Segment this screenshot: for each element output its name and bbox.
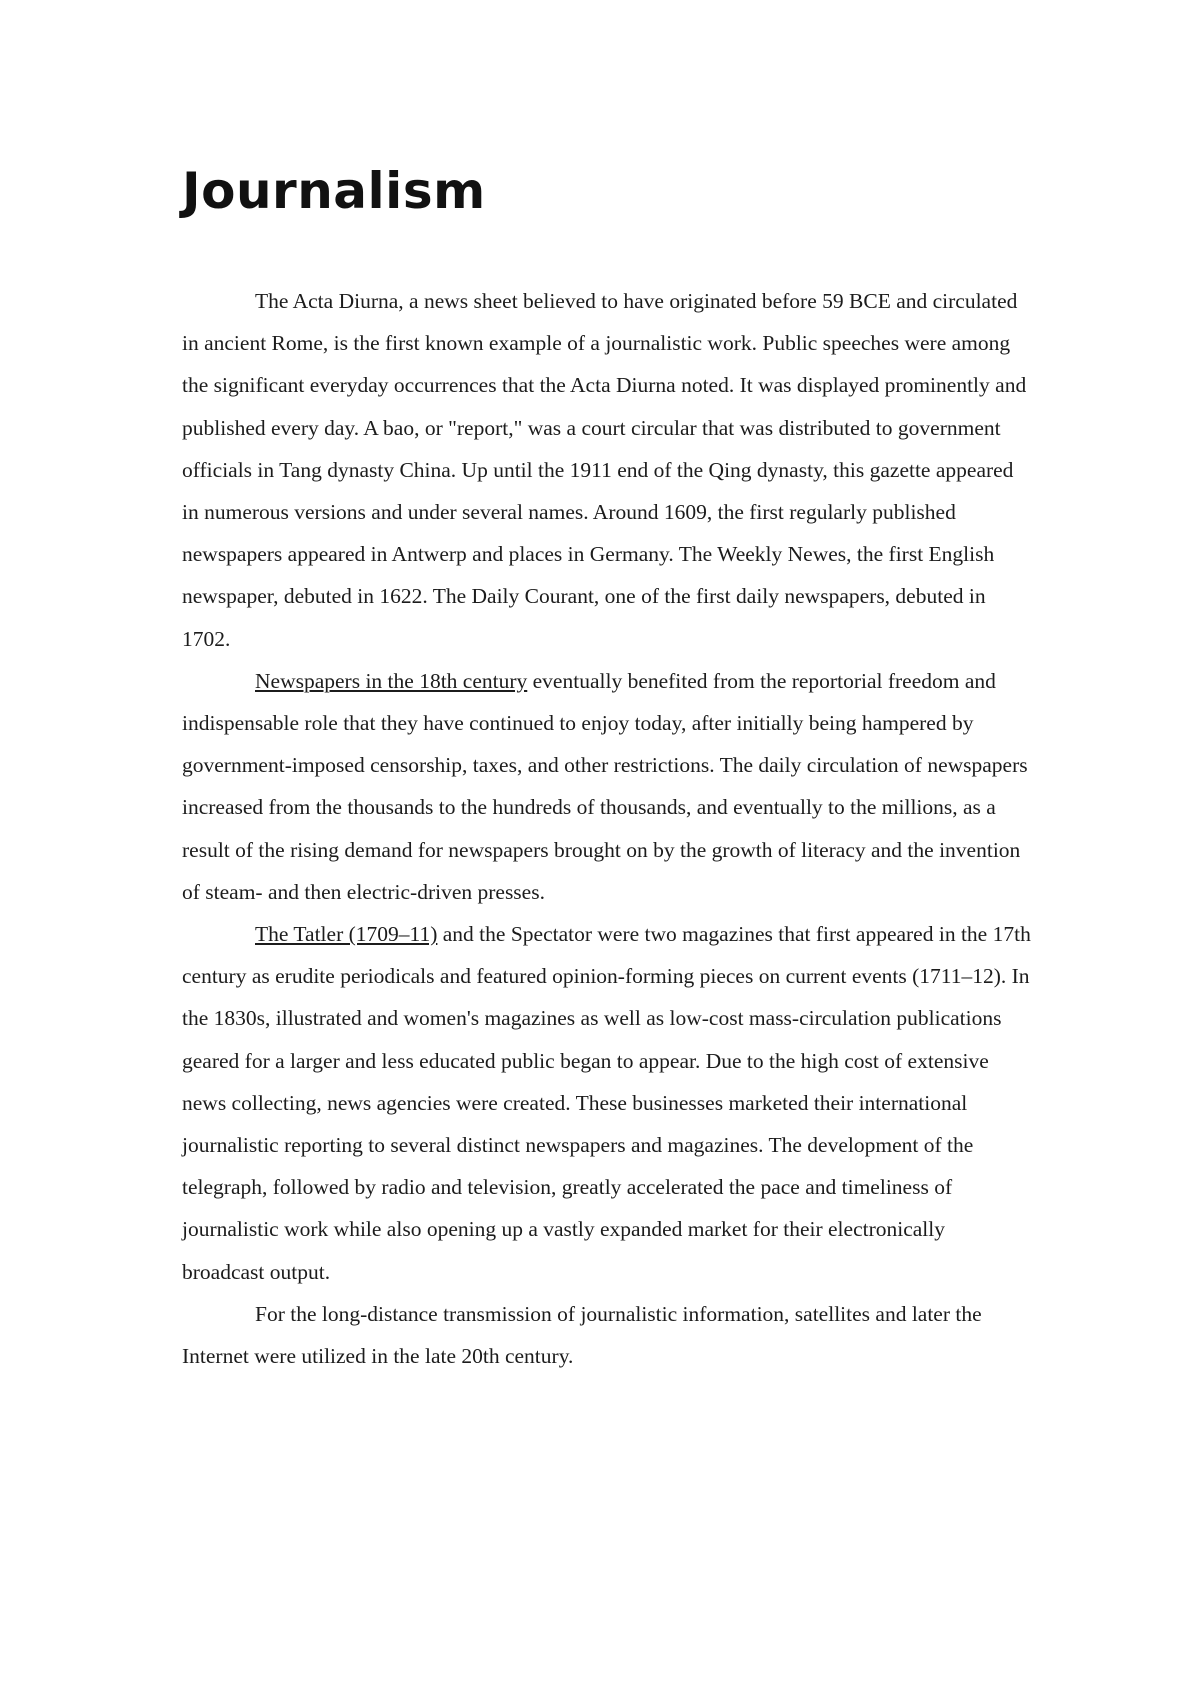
paragraph-magazines xyxy=(182,913,1032,1293)
paragraph-text: The Acta Diurna, a news sheet believed to have originated before 59 BCE and circulated in ancient Rome, is the first known example of a journalistic work. Public speeches were among the significant everyday occurrences that the Acta Diurna noted. It was displayed prominently and published every day. A bao, or "report," was a court circular that was distributed to government officials in Tang dynasty China. Up until the 1911 end of the Qing dynasty, this gazette appeared in numerous versions and under several names. Around 1609, the first regularly published newspapers appeared in Antwerp and places in Germany. The Weekly Newes, the first English newspaper, debuted in 1622. The Daily Courant, one of the first daily newspapers, debuted in 1702. xyxy=(182,289,1027,651)
paragraph-text: eventually benefited from the reportorial freedom and indispensable role that they have continued to enjoy today, after initially being hampered by government-imposed censorship, taxes, and other restrictions. The daily circulation of newspapers increased from the thousands to the hundreds of thousands, and eventually to the millions, as a result of the rising demand for newspapers brought on by the growth of literacy and the invention of steam- and then electric-driven presses. xyxy=(182,668,1028,904)
document-title: Journalism xyxy=(182,162,486,220)
underlined-phrase: Newspapers in the 18th century xyxy=(255,668,528,693)
paragraph-text: and the Spectator were two magazines that first appeared in the 17th century as erudite periodicals and featured opinion-forming pieces on current events (1711–12). In the 1830s, illustrated and women's magazines as well as low-cost mass-circulation publications geared for a larger and less educated public began to appear. Due to the high cost of extensive news collecting, news agencies were created. These businesses marketed their international journalistic reporting to several distinct newspapers and magazines. The development of the telegraph, followed by radio and television, greatly accelerated the pace and timeliness of journalistic work while also opening up a vastly expanded market for their electronically broadcast output. xyxy=(182,922,1031,1284)
paragraph-text: For the long-distance transmission of journalistic information, satellites and later the Internet were utilized in the late 20th century. xyxy=(182,1301,982,1369)
paragraph-acta-diurna xyxy=(182,280,1032,660)
paragraph-satellites-internet xyxy=(182,1293,1032,1377)
document-body xyxy=(182,280,1032,1377)
paragraph-18th-century-newspapers xyxy=(182,660,1032,913)
underlined-phrase: The Tatler (1709–11) xyxy=(255,922,438,947)
